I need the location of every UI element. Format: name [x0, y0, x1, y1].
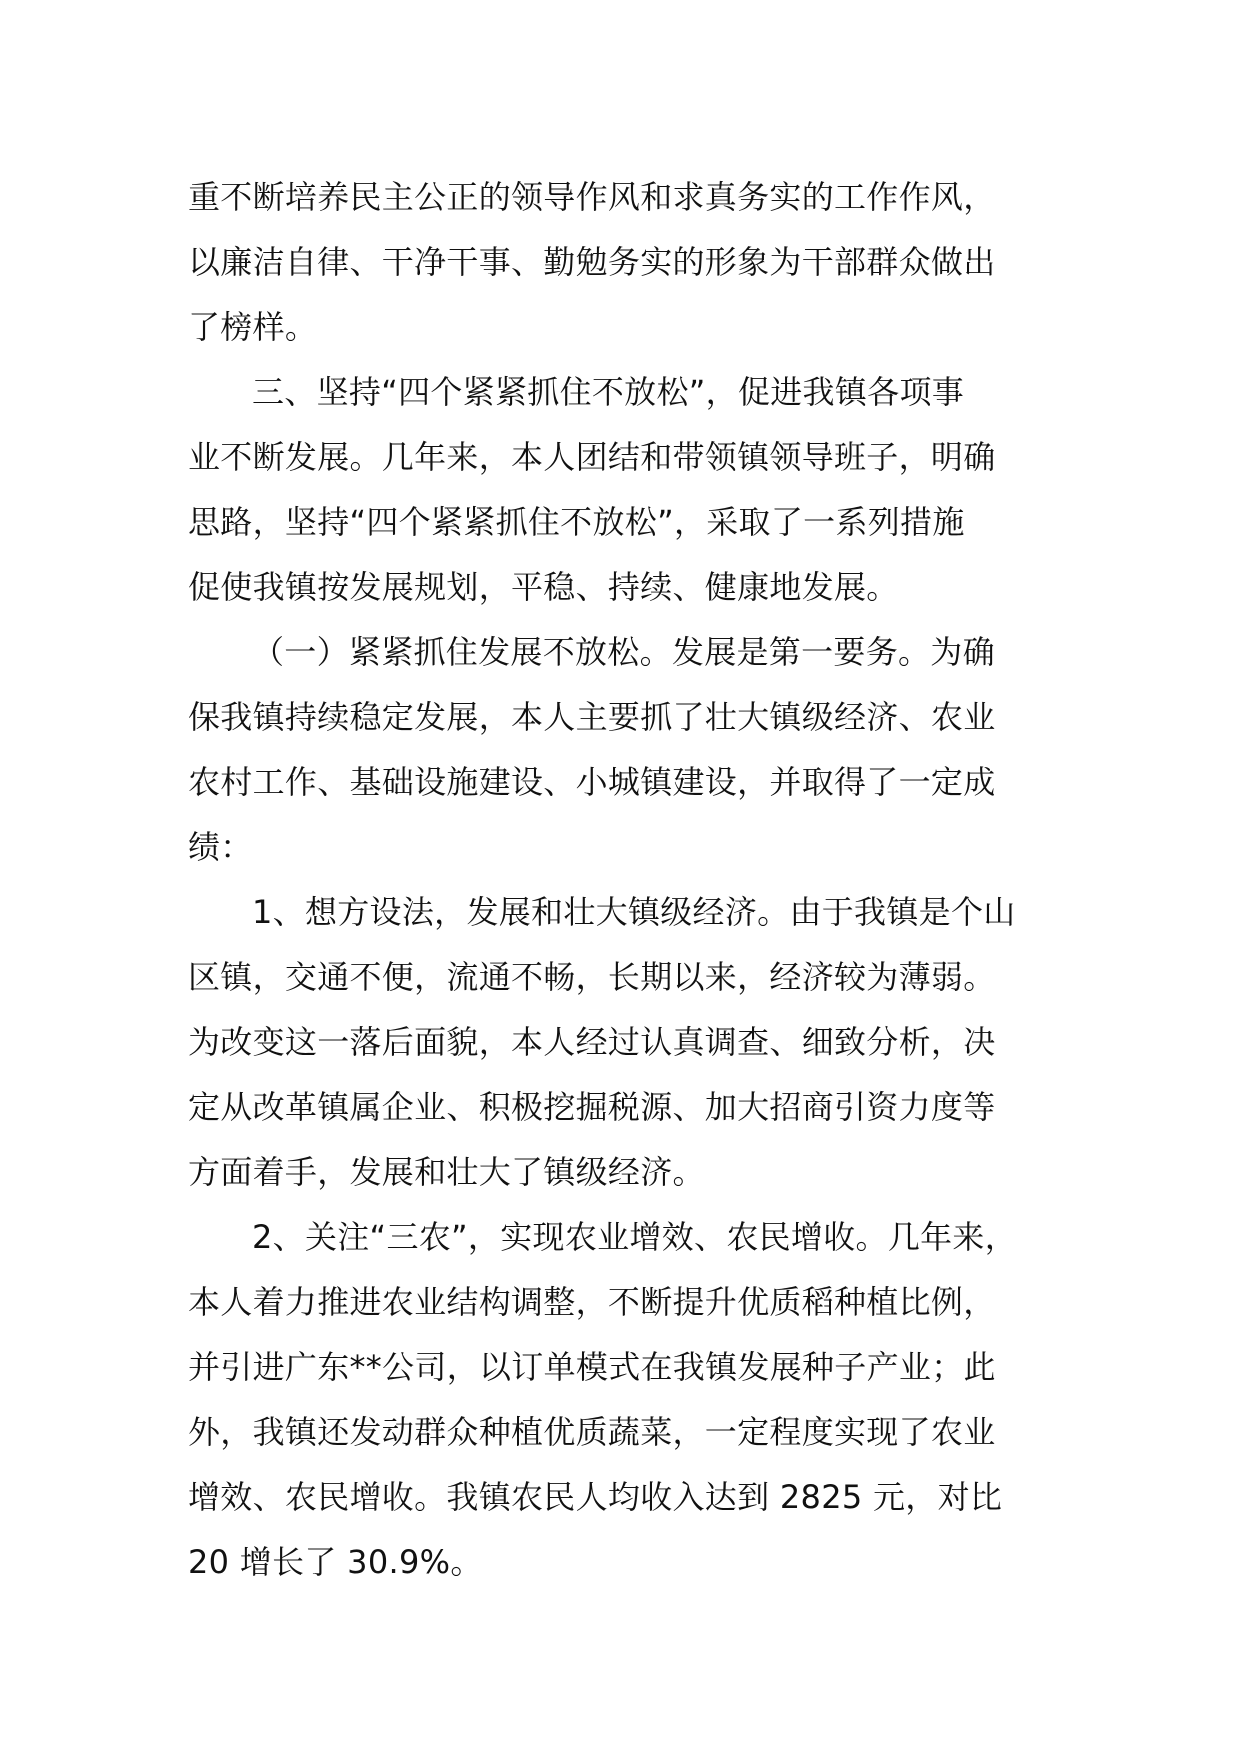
numbered-item-line: 1、想方设法，发展和壮大镇级经济。由于我镇是个山 [252, 893, 1016, 931]
body-text [188, 165, 1088, 1595]
section-heading-line: 三、坚持“四个紧紧抓住不放松”，促进我镇各项事 [252, 373, 965, 411]
text-line: 外，我镇还发动群众种植优质蔬菜，一定程度实现了农业 [188, 1413, 996, 1451]
text-line: 了榜样。 [188, 308, 318, 346]
text-line: 为改变这一落后面貌，本人经过认真调查、细致分析，决 [188, 1023, 996, 1061]
text-line: 绩： [188, 828, 253, 866]
text-line: 20 增长了 30.9%。 [188, 1543, 483, 1581]
text-line: 并引进广东**公司，以订单模式在我镇发展种子产业；此 [188, 1348, 996, 1386]
text-line: 以廉洁自律、干净干事、勤勉务实的形象为干部群众做出 [188, 243, 996, 281]
text-line: 思路，坚持“四个紧紧抓住不放松”，采取了一系列措施 [188, 503, 965, 541]
text-line: 增效、农民增收。我镇农民人均收入达到 2825 元，对比 [188, 1478, 1003, 1516]
text-line: 定从改革镇属企业、积极挖掘税源、加大招商引资力度等 [188, 1088, 996, 1126]
text-line: 重不断培养民主公正的领导作风和求真务实的工作作风， [188, 178, 996, 216]
text-line: 本人着力推进农业结构调整，不断提升优质稻种植比例， [188, 1283, 996, 1321]
numbered-item-line: 2、关注“三农”，实现农业增效、农民增收。几年来， [252, 1218, 1018, 1256]
text-line: 业不断发展。几年来，本人团结和带领镇领导班子，明确 [188, 438, 996, 476]
text-line: 方面着手，发展和壮大了镇级经济。 [188, 1153, 705, 1191]
text-line: 区镇，交通不便，流通不畅，长期以来，经济较为薄弱。 [188, 958, 996, 996]
text-line: 促使我镇按发展规划，平稳、持续、健康地发展。 [188, 568, 899, 606]
subsection-heading-line: （一）紧紧抓住发展不放松。发展是第一要务。为确 [252, 633, 995, 671]
text-line: 农村工作、基础设施建设、小城镇建设，并取得了一定成 [188, 763, 996, 801]
text-line: 保我镇持续稳定发展，本人主要抓了壮大镇级经济、农业 [188, 698, 996, 736]
